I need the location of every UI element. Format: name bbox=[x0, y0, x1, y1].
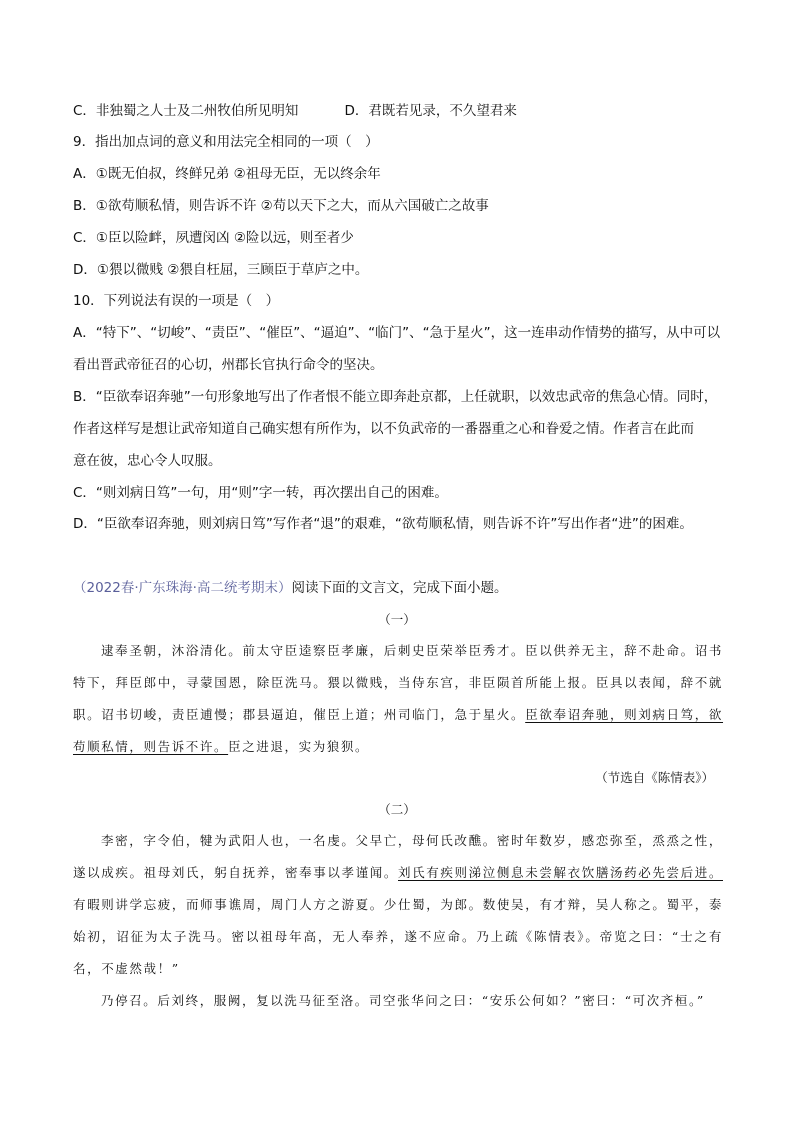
q9-option-a: A．①既无伯叔，终鲜兄弟 ②祖母无臣，无以终余年 bbox=[73, 166, 381, 182]
part2-text-c: 有暇则讲学忘疲，而师事谯周，周门人方之游夏。少仕蜀，为郎。数使吴，有才辩，吴人称之。蜀平，泰始初，诏征为太子洗马。密以祖母年高，无人奉养，遂不应命。乃上疏《陈情表》。帝览之曰：“士之有名，不虚然哉！” bbox=[73, 897, 723, 976]
part2-paragraph-2: 乃停召。后刘终，服阙，复以洗马征至洛。司空张华问之曰：“安乐公何如？”密曰：“可次齐桓。” bbox=[101, 993, 705, 1008]
q9-option-b: B．①欲苟顺私情，则告诉不许 ②苟以天下之大，而从六国破亡之故事 bbox=[73, 198, 489, 214]
q8-option-c: C．非独蜀之人士及二州牧伯所见明知 bbox=[73, 103, 299, 119]
part1-text-c: 臣之进退，实为狼狈。 bbox=[228, 739, 370, 754]
part2-text-a: 李密，字令伯，犍为武阳人也，一名虔。父早亡，母何氏改醮。密时年数岁，感恋弥至，烝烝之性，遂以成疾。祖母刘氏，躬自抚养，密奉事以孝谨闻。 bbox=[73, 833, 723, 880]
source-tag: （2022春·广东珠海·高二统考期末） bbox=[73, 580, 292, 596]
q10-option-a-line1: A．“特下”、“切峻”、“责臣”、“催臣”、“逼迫”、“临门”、“急于星火”，这一连串动作情势的描写，从中可以 bbox=[73, 325, 721, 341]
part1-text bbox=[73, 635, 723, 763]
q10-stem: 10．下列说法有误的一项是（ ） bbox=[73, 293, 280, 309]
part1-text-a: 逮奉圣朝，沐浴清化。前太守臣逵察臣孝廉，后刺史臣荣举臣秀才。臣以供养无主，辞不赴命。诏书特下，拜臣郎中，寻蒙国恩，除臣洗马。猥以微贱，当侍东宫，非臣陨首所能上报。臣具以表闻，辞不就职。诏书切峻，责臣逋慢；郡县逼迫，催臣上道；州司临门，急于星火。 bbox=[73, 643, 723, 722]
q8-options-row bbox=[73, 101, 734, 121]
q9-option-d: D．①猥以微贱 ②猥自枉屈，三顾臣于草庐之中。 bbox=[73, 262, 369, 278]
passage-instruction: 阅读下面的文言文，完成下面小题。 bbox=[291, 580, 508, 596]
q10-option-b-line2: 作者这样写是想让武帝知道自己确实想有所作为，以不负武帝的一番器重之心和眷爱之情。作者言在此而 bbox=[73, 421, 694, 437]
part2-underlined-sentence: 刘氏有疾则涕泣侧息未尝解衣饮膳汤药必先尝后进。 bbox=[398, 865, 723, 880]
part2-paragraph-1 bbox=[73, 825, 723, 985]
part1-citation: （节选自《陈情表》） bbox=[595, 770, 714, 785]
q10-option-c: C．“则刘病日笃”一句，用“则”字一转，再次摆出自己的困难。 bbox=[73, 485, 448, 501]
part1-title: （一） bbox=[378, 612, 416, 627]
q10-option-d: D．“臣欲奉诏奔驰，则刘病日笃”写作者“退”的艰难，“欲苟顺私情，则告诉不许”写出作者“进”的困难。 bbox=[73, 516, 693, 532]
part1-underlined-sentence: 臣欲奉诏奔驰，则刘病日笃，欲苟顺私情，则告诉不许。 bbox=[73, 707, 724, 754]
passage-source-line bbox=[73, 578, 507, 598]
q9-stem: 9．指出加点词的意义和用法完全相同的一项（ ） bbox=[73, 134, 379, 150]
q10-option-b-line1: B．“臣欲奉诏奔驰”一句形象地写出了作者恨不能立即奔赴京都，上任就职，以效忠武帝的焦急心情。同时， bbox=[73, 389, 718, 405]
q9-option-c: C．①臣以险衅，夙遭闵凶 ②险以远，则至者少 bbox=[73, 230, 354, 246]
q10-option-a-line2: 看出晋武帝征召的心切，州郡长官执行命令的坚决。 bbox=[73, 357, 384, 373]
q8-option-d: D．君既若见录，不久望君来 bbox=[344, 103, 517, 119]
part2-title: （二） bbox=[378, 802, 416, 817]
q10-option-b-line3: 意在彼，忠心令人叹服。 bbox=[73, 453, 222, 469]
